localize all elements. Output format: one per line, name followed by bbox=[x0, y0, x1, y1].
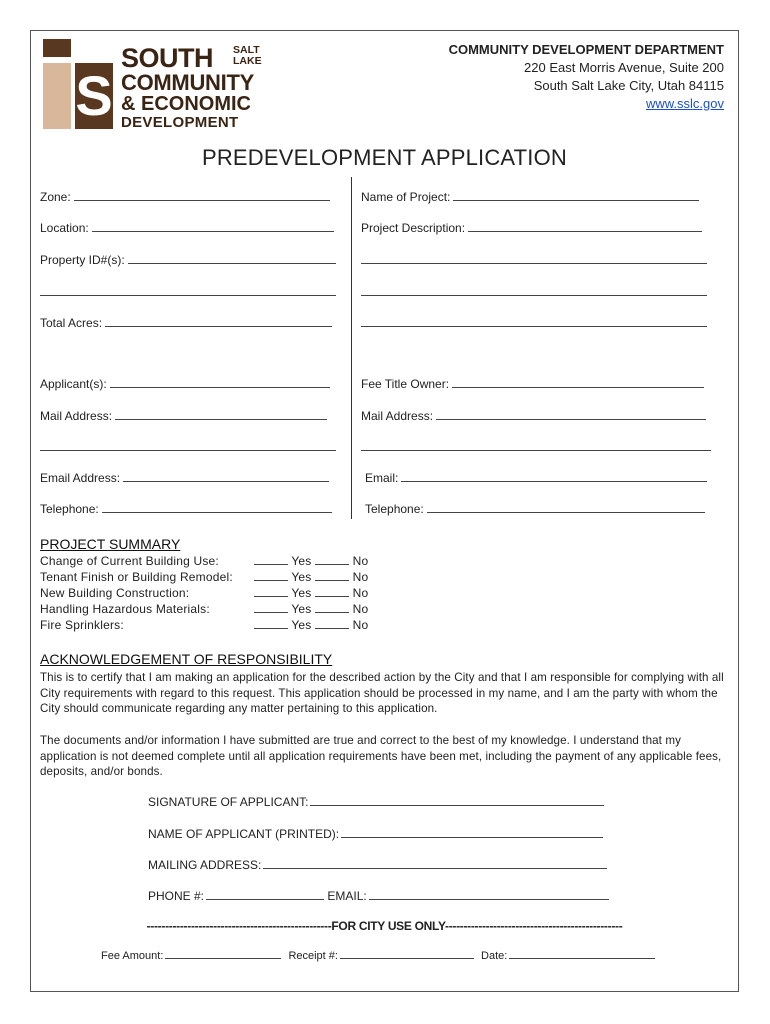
fee-title-owner-field[interactable]: Fee Title Owner: bbox=[361, 377, 704, 391]
project-description-field[interactable]: Project Description: bbox=[361, 221, 702, 235]
signature-field[interactable]: SIGNATURE OF APPLICANT: bbox=[148, 795, 604, 809]
phone-blank[interactable] bbox=[206, 889, 324, 900]
mail-address-line2[interactable] bbox=[40, 440, 336, 454]
summary-row: New Building Construction: Yes No bbox=[40, 586, 369, 600]
owner-telephone-field[interactable]: Telephone: bbox=[365, 502, 705, 516]
summary-row: Handling Hazardous Materials: Yes No bbox=[40, 602, 369, 616]
page-title: PREDEVELOPMENT APPLICATION bbox=[201, 145, 568, 170]
no-blank[interactable] bbox=[315, 586, 349, 597]
no-blank[interactable] bbox=[315, 570, 349, 581]
city-use-divider: --------------------------------------------------FOR CITY USE ONLY------------------------------------------------ bbox=[146, 919, 623, 933]
property-id-line2[interactable] bbox=[40, 285, 336, 299]
printed-name-field[interactable]: NAME OF APPLICANT (PRINTED): bbox=[148, 827, 603, 841]
no-blank[interactable] bbox=[315, 602, 349, 613]
sslc-logo bbox=[43, 39, 263, 131]
acknowledgement-heading: ACKNOWLEDGEMENT OF RESPONSIBILITY bbox=[40, 651, 333, 667]
telephone-field[interactable]: Telephone: bbox=[40, 502, 332, 516]
applicants-field[interactable]: Applicant(s): bbox=[40, 377, 330, 391]
project-name-field[interactable]: Name of Project: bbox=[361, 190, 699, 204]
acknowledgement-paragraph-2: The documents and/or information I have submitted are true and correct to the best of my knowledge. I understand that my application is not deemed complete until all application requirements have been met, including the payment of any applicable fees, deposits, and/or bonds. bbox=[40, 734, 722, 779]
receipt-blank[interactable] bbox=[340, 949, 474, 959]
summary-row: Change of Current Building Use: Yes No bbox=[40, 554, 369, 568]
logo-bar-light bbox=[43, 63, 71, 129]
no-blank[interactable] bbox=[315, 554, 349, 565]
logo-s-mark: S bbox=[75, 64, 113, 127]
summary-row: Fire Sprinklers: Yes No bbox=[40, 618, 369, 632]
email-address-field[interactable]: Email Address: bbox=[40, 471, 329, 485]
mail-address-field[interactable]: Mail Address: bbox=[40, 409, 327, 423]
fee-amount-blank[interactable] bbox=[165, 949, 281, 959]
logo-south: SOUTH bbox=[121, 43, 213, 73]
phone-email-field: PHONE #: EMAIL: bbox=[148, 889, 609, 903]
owner-email-field[interactable]: Email: bbox=[365, 471, 707, 485]
email-blank[interactable] bbox=[369, 889, 609, 900]
yes-blank[interactable] bbox=[254, 554, 288, 565]
department-address-line1: 220 East Morris Avenue, Suite 200 bbox=[524, 60, 724, 75]
property-id-field[interactable]: Property ID#(s): bbox=[40, 253, 336, 267]
logo-bar-dark bbox=[43, 39, 71, 57]
yes-blank[interactable] bbox=[254, 618, 288, 629]
logo-community: COMMUNITY bbox=[121, 70, 254, 95]
logo-economic: & ECONOMIC bbox=[121, 93, 251, 115]
city-use-fields: Fee Amount: Receipt #: Date: bbox=[101, 949, 659, 962]
department-website-link[interactable]: www.sslc.gov bbox=[645, 96, 724, 111]
acknowledgement-paragraph-1: This is to certify that I am making an application for the described action by the City and that I am responsible for complying with all City requirements with regard to this request. This application should be processed in my name, and I am the party with whom the City should communicate regarding any matter pertaining to this application. bbox=[40, 671, 724, 716]
owner-mail-address-line2[interactable] bbox=[361, 440, 711, 454]
yes-blank[interactable] bbox=[254, 570, 288, 581]
project-summary-heading: PROJECT SUMMARY bbox=[40, 536, 181, 552]
project-description-line2[interactable] bbox=[361, 253, 707, 267]
summary-row: Tenant Finish or Building Remodel: Yes No bbox=[40, 570, 369, 584]
column-divider bbox=[351, 177, 352, 519]
department-header bbox=[449, 41, 724, 113]
no-blank[interactable] bbox=[315, 618, 349, 629]
department-address-line2: South Salt Lake City, Utah 84115 bbox=[533, 78, 724, 93]
logo-development: DEVELOPMENT bbox=[121, 114, 239, 131]
project-description-line3[interactable] bbox=[361, 285, 707, 299]
owner-mail-address-field[interactable]: Mail Address: bbox=[361, 409, 706, 423]
zone-field[interactable]: Zone: bbox=[40, 190, 330, 204]
application-form bbox=[30, 30, 739, 992]
project-description-line4[interactable] bbox=[361, 316, 707, 330]
department-name: COMMUNITY DEVELOPMENT DEPARTMENT bbox=[448, 42, 724, 57]
logo-salt-lake: SALT LAKE bbox=[233, 44, 262, 67]
location-field[interactable]: Location: bbox=[40, 221, 334, 235]
yes-blank[interactable] bbox=[254, 602, 288, 613]
mailing-address-field[interactable]: MAILING ADDRESS: bbox=[148, 858, 607, 872]
date-blank[interactable] bbox=[509, 949, 655, 959]
yes-blank[interactable] bbox=[254, 586, 288, 597]
total-acres-field[interactable]: Total Acres: bbox=[40, 316, 332, 330]
